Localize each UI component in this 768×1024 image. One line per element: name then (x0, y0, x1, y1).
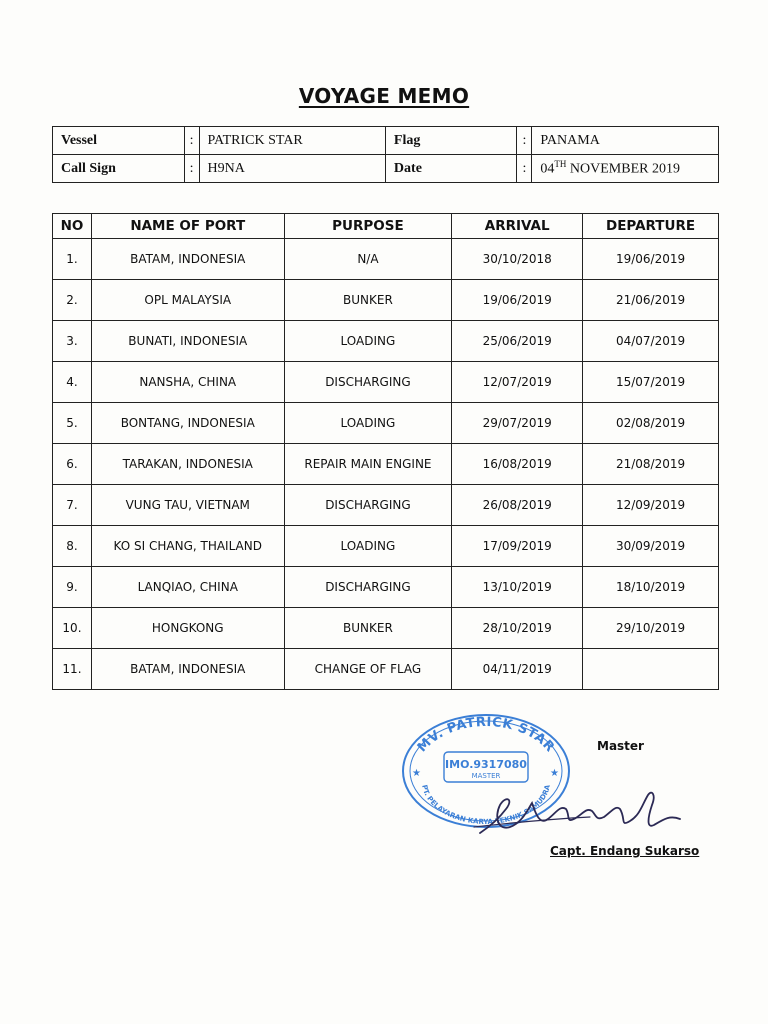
table-row (53, 280, 719, 321)
table-row (53, 362, 719, 403)
cell-port: BONTANG, INDONESIA (91, 403, 284, 444)
memo-title: VOYAGE MEMO (298, 84, 470, 108)
stamp-role-text: MASTER (471, 772, 501, 780)
cell-port: BATAM, INDONESIA (91, 239, 284, 280)
callsign-label: Call Sign (53, 155, 185, 183)
cell-no: 8. (53, 526, 92, 567)
vessel-info-table (52, 126, 719, 183)
colon: : (517, 127, 532, 155)
cell-no: 5. (53, 403, 92, 444)
cell-departure: 21/06/2019 (583, 280, 719, 321)
cell-port: NANSHA, CHINA (91, 362, 284, 403)
cell-departure: 02/08/2019 (583, 403, 719, 444)
vessel-label: Vessel (53, 127, 185, 155)
header-departure: DEPARTURE (583, 214, 719, 239)
stamp-top-text: MV. PATRICK STAR (414, 714, 558, 756)
cell-purpose: LOADING (284, 403, 452, 444)
cell-departure: 12/09/2019 (583, 485, 719, 526)
table-row (53, 608, 719, 649)
table-row (53, 526, 719, 567)
port-schedule-table (52, 213, 719, 690)
cell-port: BUNATI, INDONESIA (91, 321, 284, 362)
cell-port: VUNG TAU, VIETNAM (91, 485, 284, 526)
cell-arrival: 26/08/2019 (452, 485, 583, 526)
table-row (53, 649, 719, 690)
cell-departure: 15/07/2019 (583, 362, 719, 403)
cell-departure (583, 649, 719, 690)
cell-port: OPL MALAYSIA (91, 280, 284, 321)
cell-no: 6. (53, 444, 92, 485)
cell-port: LANQIAO, CHINA (91, 567, 284, 608)
colon: : (184, 127, 199, 155)
cell-port: HONGKONG (91, 608, 284, 649)
cell-purpose: DISCHARGING (284, 362, 452, 403)
date-value (532, 155, 719, 183)
header-port: NAME OF PORT (91, 214, 284, 239)
colon: : (184, 155, 199, 183)
cell-departure: 30/09/2019 (583, 526, 719, 567)
callsign-value: H9NA (199, 155, 385, 183)
date-suffix: TH (554, 159, 567, 170)
header-no: NO (53, 214, 92, 239)
vessel-value: PATRICK STAR (199, 127, 385, 155)
cell-arrival: 12/07/2019 (452, 362, 583, 403)
handwritten-signature (470, 775, 700, 845)
stamp-imo-text: IMO.9317080 (445, 758, 527, 771)
date-day: 04 (540, 161, 555, 177)
cell-port: KO SI CHANG, THAILAND (91, 526, 284, 567)
cell-port: BATAM, INDONESIA (91, 649, 284, 690)
cell-arrival: 29/07/2019 (452, 403, 583, 444)
cell-arrival: 13/10/2019 (452, 567, 583, 608)
cell-no: 7. (53, 485, 92, 526)
cell-purpose: REPAIR MAIN ENGINE (284, 444, 452, 485)
table-row (53, 567, 719, 608)
star-icon: ★ (412, 768, 421, 779)
flag-value: PANAMA (532, 127, 719, 155)
table-row (53, 403, 719, 444)
signatory-name: Capt. Endang Sukarso (550, 844, 700, 858)
cell-purpose: LOADING (284, 526, 452, 567)
cell-arrival: 17/09/2019 (452, 526, 583, 567)
cell-departure: 18/10/2019 (583, 567, 719, 608)
star-icon: ★ (550, 768, 559, 779)
table-row (53, 321, 719, 362)
cell-no: 11. (53, 649, 92, 690)
flag-label: Flag (385, 127, 517, 155)
table-row (53, 485, 719, 526)
cell-departure: 19/06/2019 (583, 239, 719, 280)
cell-no: 2. (53, 280, 92, 321)
table-header-row (53, 214, 719, 239)
cell-arrival: 28/10/2019 (452, 608, 583, 649)
cell-no: 3. (53, 321, 92, 362)
date-label: Date (385, 155, 517, 183)
stamp-bottom-text: PT. PELAYARAN KARYA TEKNIK SAMUDRA (420, 784, 552, 827)
cell-purpose: BUNKER (284, 280, 452, 321)
cell-purpose: BUNKER (284, 608, 452, 649)
cell-purpose: DISCHARGING (284, 485, 452, 526)
header-purpose: PURPOSE (284, 214, 452, 239)
cell-no: 9. (53, 567, 92, 608)
cell-purpose: LOADING (284, 321, 452, 362)
colon: : (517, 155, 532, 183)
signature-title: Master (597, 739, 644, 753)
cell-port: TARAKAN, INDONESIA (91, 444, 284, 485)
cell-arrival: 30/10/2018 (452, 239, 583, 280)
cell-departure: 21/08/2019 (583, 444, 719, 485)
cell-arrival: 16/08/2019 (452, 444, 583, 485)
date-month-year: NOVEMBER 2019 (566, 161, 680, 177)
cell-purpose: CHANGE OF FLAG (284, 649, 452, 690)
cell-departure: 29/10/2019 (583, 608, 719, 649)
cell-purpose: DISCHARGING (284, 567, 452, 608)
cell-no: 4. (53, 362, 92, 403)
cell-no: 1. (53, 239, 92, 280)
table-row (53, 239, 719, 280)
cell-purpose: N/A (284, 239, 452, 280)
cell-arrival: 25/06/2019 (452, 321, 583, 362)
cell-no: 10. (53, 608, 92, 649)
cell-departure: 04/07/2019 (583, 321, 719, 362)
header-arrival: ARRIVAL (452, 214, 583, 239)
table-row (53, 444, 719, 485)
cell-arrival: 19/06/2019 (452, 280, 583, 321)
cell-arrival: 04/11/2019 (452, 649, 583, 690)
